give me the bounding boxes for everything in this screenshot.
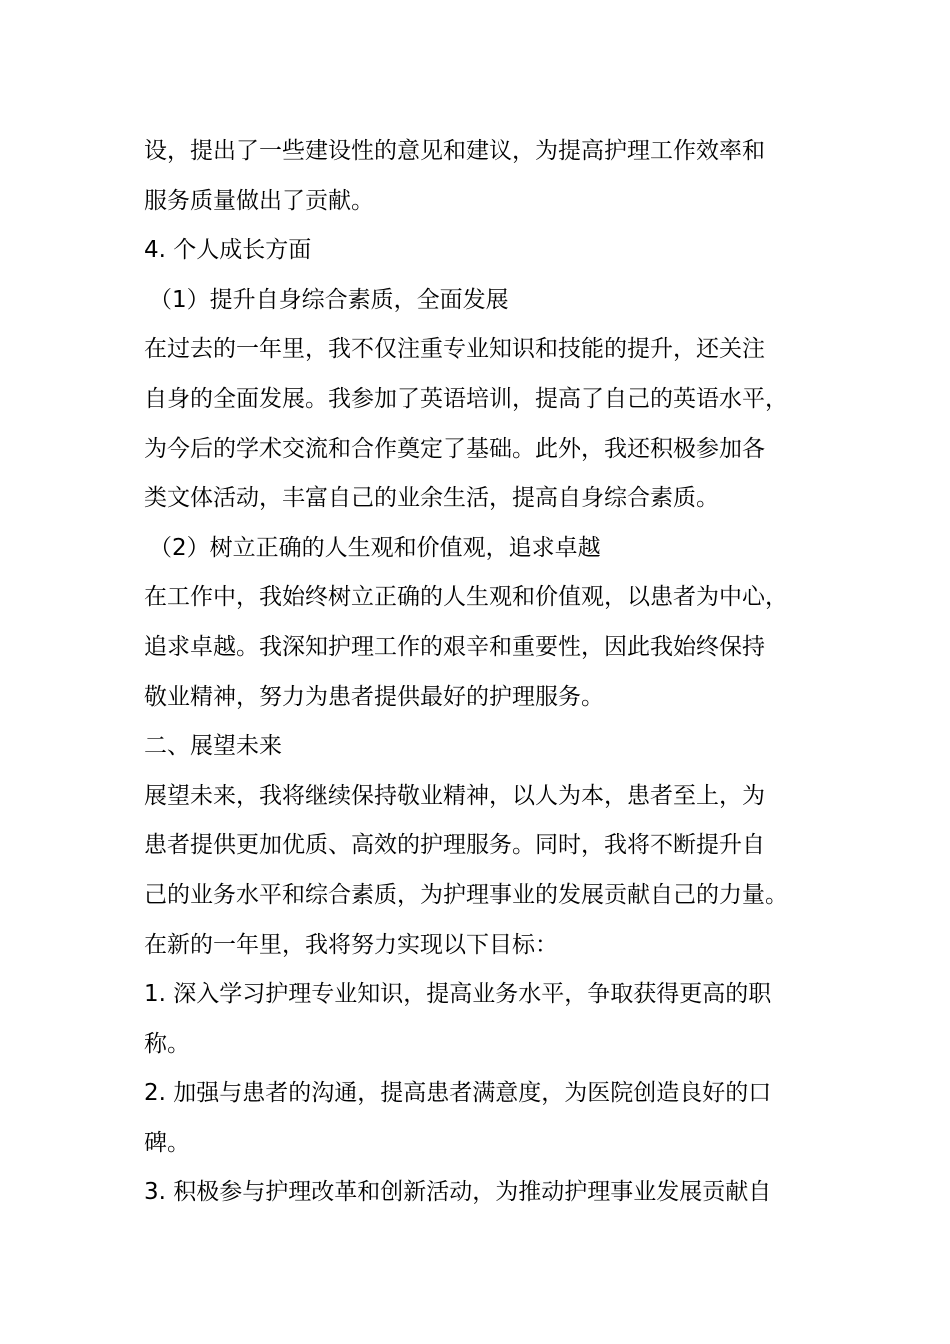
list-item: 1. 深入学习护理专业知识，提高业务水平，争取获得更高的职 [144,981,772,1008]
document-body [144,127,816,1218]
paragraph-line: 展望未来，我将继续保持敬业精神，以人为本，患者至上，为 [144,782,765,809]
paragraph-line: 己的业务水平和综合素质，为护理事业的发展贡献自己的力量。 [144,881,788,908]
paragraph-line: 追求卓越。我深知护理工作的艰辛和重要性，因此我始终保持 [144,633,765,660]
list-item: 3. 积极参与护理改革和创新活动，为推动护理事业发展贡献自 [144,1179,772,1206]
paragraph-line: 类文体活动，丰富自己的业余生活，提高自身综合素质。 [144,485,719,512]
paragraph-line: 在工作中，我始终树立正确的人生观和价值观，以患者为中心， [144,584,788,611]
list-item-continuation: 称。 [144,1030,190,1057]
paragraph-line: 敬业精神，努力为患者提供最好的护理服务。 [144,683,604,710]
paragraph-line: 设，提出了一些建设性的意见和建议，为提高护理工作效率和 [144,138,765,164]
section-heading: 4. 个人成长方面 [144,237,312,264]
paragraph-line: 服务质量做出了贡献。 [144,187,374,214]
paragraph-line: 在过去的一年里，我不仅注重专业知识和技能的提升，还关注 [144,336,765,363]
list-item: 2. 加强与患者的沟通，提高患者满意度，为医院创造良好的口 [144,1080,772,1107]
list-item-continuation: 碑。 [144,1129,190,1156]
paragraph-line: 为今后的学术交流和合作奠定了基础。此外，我还积极参加各 [144,435,765,462]
section-heading: 二、展望未来 [144,733,282,760]
subsection-heading: （2）树立正确的人生观和价值观，追求卓越 [149,534,601,561]
paragraph-line: 患者提供更加优质、高效的护理服务。同时，我将不断提升自 [144,832,765,859]
paragraph-line: 自身的全面发展。我参加了英语培训，提高了自己的英语水平， [144,385,788,412]
subsection-heading: （1）提升自身综合素质，全面发展 [149,286,509,313]
paragraph-line: 在新的一年里，我将努力实现以下目标： [144,931,558,958]
